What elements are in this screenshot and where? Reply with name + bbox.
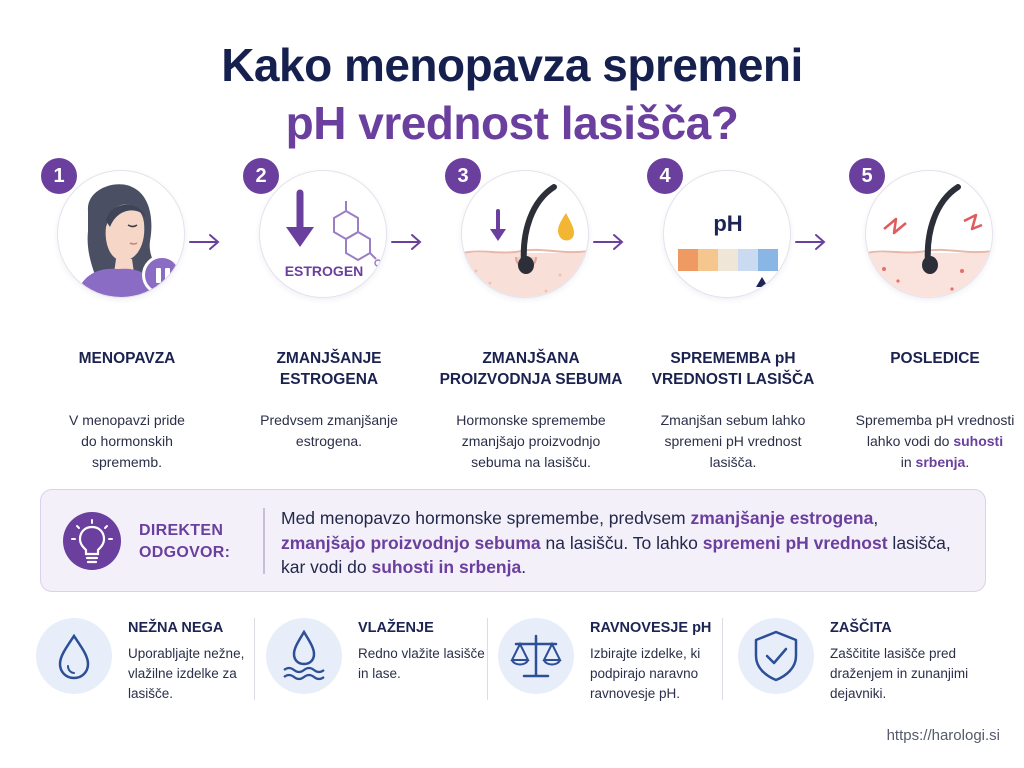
divider	[487, 618, 488, 700]
answer-label: DIREKTEN ODGOVOR:	[139, 522, 231, 561]
tip-ravnovesje-ph	[498, 614, 712, 704]
hair-follicle-sebum-icon	[461, 170, 589, 298]
step-number: 4	[647, 158, 683, 194]
tip-desc: Izbirajte izdelke, ki podpirajo naravno ravnovesje pH.	[590, 646, 701, 701]
tip-title: VLAŽENJE	[358, 620, 434, 636]
scale-icon	[498, 618, 574, 694]
pause-icon	[142, 255, 182, 295]
estrogen-label: ESTROGEN	[284, 263, 364, 279]
page-title-line1: Kako menopavza spremeni	[221, 39, 803, 91]
tip-desc: Uporabljajte nežne, vlažilne izdelke za lasišče.	[128, 646, 245, 701]
tip-title: RAVNOVESJE pH	[590, 620, 712, 636]
water-drop-waves-icon	[266, 618, 342, 694]
step-title: MENOPAVZA	[78, 350, 176, 367]
step-desc: Zmanjšan sebum lahko spremeni pH vrednost lasišča.	[660, 412, 806, 470]
step-number: 2	[243, 158, 279, 194]
drop-icon	[36, 618, 112, 694]
ph-label: pH	[713, 211, 743, 236]
shield-check-icon	[738, 618, 814, 694]
ph-scale-icon	[663, 170, 791, 298]
step-desc: Predvsem zmanjšanje estrogena.	[260, 412, 398, 449]
irritated-scalp-icon	[865, 170, 993, 298]
tip-vlazenje	[266, 614, 485, 704]
page-title-line2: pH vrednost lasišča?	[285, 97, 739, 149]
divider	[254, 618, 255, 700]
tip-desc: Redno vlažite lasišče in lase.	[358, 646, 485, 681]
woman-portrait-icon	[57, 170, 185, 298]
tip-title: NEŽNA NEGA	[128, 620, 224, 636]
arrow-right-icon	[188, 232, 222, 252]
tip-desc: Zaščitite lasišče pred draženjem in zunanjimi dejavniki.	[830, 646, 969, 701]
step-title: SPREMEMBA pH VREDNOSTI LASIŠČA	[651, 350, 815, 388]
estrogen-icon	[259, 170, 387, 298]
step-number: 5	[849, 158, 885, 194]
step-number: 1	[41, 158, 77, 194]
arrow-right-icon	[390, 232, 424, 252]
answer-text: Med menopavzo hormonske spremembe, predvsem zmanjšanje estrogena, zmanjšajo proizvodnjo sebuma na lasišču. To lahko spremeni pH vrednost lasišča, kar vodi do suhosti in srbenja.	[281, 508, 951, 577]
tip-title: ZAŠČITA	[830, 620, 892, 636]
source-url: https://harologi.si	[886, 727, 1000, 744]
lightbulb-icon	[63, 512, 121, 570]
arrow-right-icon	[794, 232, 828, 252]
step-title: POSLEDICE	[890, 350, 980, 367]
direct-answer-box	[40, 489, 986, 592]
step-number: 3	[445, 158, 481, 194]
arrow-right-icon	[592, 232, 626, 252]
step-desc: Hormonske spremembe zmanjšajo proizvodnjo sebuma na lasišču.	[456, 412, 606, 470]
tip-zascita	[738, 614, 968, 704]
step-title: ZMANJŠANJE ESTROGENA	[276, 350, 382, 388]
divider	[722, 618, 723, 700]
tip-nezna-nega	[36, 614, 246, 704]
step-desc: Sprememba pH vrednosti lahko vodi do suhosti in srbenja.	[855, 412, 1015, 470]
divider	[263, 508, 265, 574]
step-desc: V menopavzi pride do hormonskih sprememb.	[69, 412, 185, 470]
step-title: ZMANJŠANA PROIZVODNJA SEBUMA	[439, 350, 623, 388]
